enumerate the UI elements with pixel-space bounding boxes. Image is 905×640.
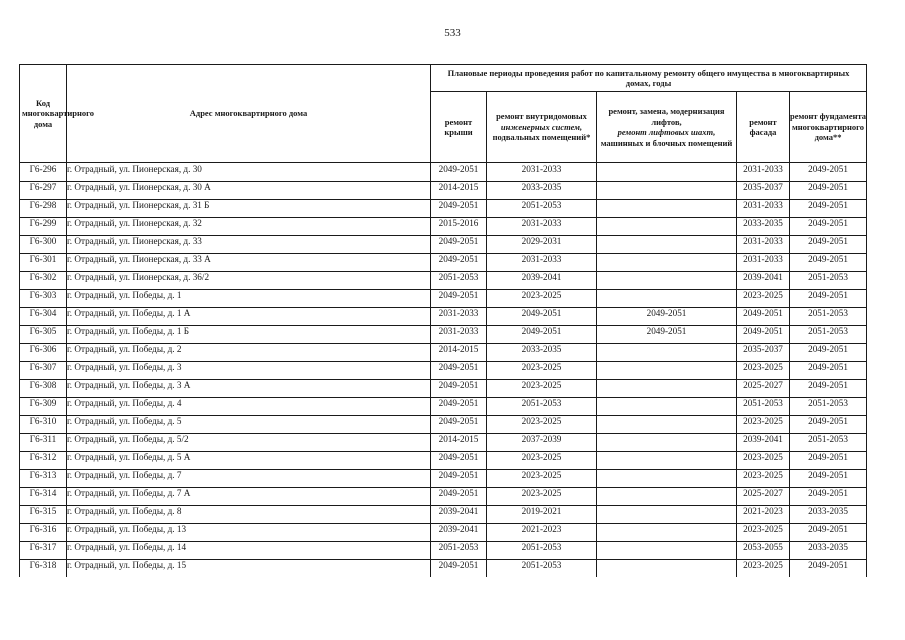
row-systems: 2023-2025 <box>487 488 597 506</box>
row-code: Г6-316 <box>20 524 67 542</box>
row-lifts <box>597 218 737 236</box>
row-foundation: 2049-2051 <box>790 488 867 506</box>
row-roof: 2049-2051 <box>431 362 487 380</box>
row-facade: 2051-2053 <box>737 398 790 416</box>
row-systems: 2031-2033 <box>487 218 597 236</box>
row-systems: 2051-2053 <box>487 542 597 560</box>
row-code: Г6-306 <box>20 344 67 362</box>
row-roof: 2049-2051 <box>431 416 487 434</box>
table-row <box>20 524 867 542</box>
row-code: Г6-301 <box>20 254 67 272</box>
table-row <box>20 308 867 326</box>
table-row <box>20 506 867 524</box>
header-lifts <box>597 92 737 163</box>
row-systems: 2023-2025 <box>487 290 597 308</box>
row-lifts <box>597 488 737 506</box>
header-facade: ремонт фасада <box>737 92 790 163</box>
table-row <box>20 398 867 416</box>
table-row <box>20 163 867 182</box>
header-systems-line1: ремонт внутридомовых <box>496 111 587 122</box>
row-facade: 2023-2025 <box>737 290 790 308</box>
header-code: Код многоквартирного дома <box>20 65 67 163</box>
row-systems: 2033-2035 <box>487 182 597 200</box>
row-address: г. Отрадный, ул. Пионерская, д. 32 <box>67 218 431 236</box>
row-systems: 2037-2039 <box>487 434 597 452</box>
row-roof: 2049-2051 <box>431 200 487 218</box>
row-foundation: 2051-2053 <box>790 398 867 416</box>
row-facade: 2025-2027 <box>737 380 790 398</box>
row-foundation: 2049-2051 <box>790 182 867 200</box>
page-number: 533 <box>444 27 461 39</box>
row-address: г. Отрадный, ул. Победы, д. 15 <box>67 560 431 578</box>
row-foundation: 2033-2035 <box>790 506 867 524</box>
table-row <box>20 560 867 578</box>
row-systems: 2039-2041 <box>487 272 597 290</box>
header-lifts-line3: машинных и блочных помещений <box>600 137 733 148</box>
row-address: г. Отрадный, ул. Победы, д. 7 А <box>67 488 431 506</box>
row-lifts <box>597 272 737 290</box>
row-foundation: 2049-2051 <box>790 254 867 272</box>
row-systems: 2049-2051 <box>487 308 597 326</box>
row-systems: 2023-2025 <box>487 416 597 434</box>
table-row <box>20 542 867 560</box>
table-row <box>20 380 867 398</box>
row-address: г. Отрадный, ул. Победы, д. 1 Б <box>67 326 431 344</box>
row-address: г. Отрадный, ул. Победы, д. 7 <box>67 470 431 488</box>
row-lifts <box>597 254 737 272</box>
row-address: г. Отрадный, ул. Победы, д. 1 <box>67 290 431 308</box>
row-facade: 2031-2033 <box>737 200 790 218</box>
row-lifts <box>597 434 737 452</box>
row-systems: 2051-2053 <box>487 560 597 578</box>
row-code: Г6-308 <box>20 380 67 398</box>
row-code: Г6-298 <box>20 200 67 218</box>
row-facade: 2023-2025 <box>737 524 790 542</box>
row-roof: 2049-2051 <box>431 398 487 416</box>
row-facade: 2039-2041 <box>737 434 790 452</box>
row-roof: 2049-2051 <box>431 290 487 308</box>
row-foundation: 2049-2051 <box>790 362 867 380</box>
row-roof: 2051-2053 <box>431 272 487 290</box>
row-foundation: 2049-2051 <box>790 344 867 362</box>
row-roof: 2049-2051 <box>431 452 487 470</box>
row-roof: 2049-2051 <box>431 470 487 488</box>
row-lifts <box>597 200 737 218</box>
row-systems: 2023-2025 <box>487 470 597 488</box>
table-row <box>20 362 867 380</box>
row-roof: 2049-2051 <box>431 560 487 578</box>
row-foundation: 2049-2051 <box>790 452 867 470</box>
table-row <box>20 344 867 362</box>
row-code: Г6-307 <box>20 362 67 380</box>
row-code: Г6-299 <box>20 218 67 236</box>
row-lifts <box>597 182 737 200</box>
row-lifts: 2049-2051 <box>597 308 737 326</box>
row-roof: 2031-2033 <box>431 326 487 344</box>
row-facade: 2035-2037 <box>737 182 790 200</box>
row-address: г. Отрадный, ул. Пионерская, д. 31 Б <box>67 200 431 218</box>
row-lifts <box>597 362 737 380</box>
row-foundation: 2049-2051 <box>790 163 867 182</box>
row-roof: 2049-2051 <box>431 380 487 398</box>
row-facade: 2053-2055 <box>737 542 790 560</box>
row-address: г. Отрадный, ул. Пионерская, д. 33 <box>67 236 431 254</box>
row-lifts: 2049-2051 <box>597 326 737 344</box>
row-address: г. Отрадный, ул. Пионерская, д. 30 <box>67 163 431 182</box>
row-lifts <box>597 344 737 362</box>
row-facade: 2021-2023 <box>737 506 790 524</box>
row-address: г. Отрадный, ул. Победы, д. 14 <box>67 542 431 560</box>
row-foundation: 2049-2051 <box>790 200 867 218</box>
row-address: г. Отрадный, ул. Победы, д. 5 <box>67 416 431 434</box>
table-row <box>20 272 867 290</box>
row-lifts <box>597 452 737 470</box>
row-facade: 2023-2025 <box>737 470 790 488</box>
row-systems: 2023-2025 <box>487 452 597 470</box>
row-lifts <box>597 506 737 524</box>
row-systems: 2023-2025 <box>487 380 597 398</box>
row-roof: 2014-2015 <box>431 344 487 362</box>
row-lifts <box>597 380 737 398</box>
row-code: Г6-303 <box>20 290 67 308</box>
row-roof: 2031-2033 <box>431 308 487 326</box>
capital-repair-table <box>19 64 867 577</box>
row-systems: 2049-2051 <box>487 326 597 344</box>
row-address: г. Отрадный, ул. Победы, д. 5 А <box>67 452 431 470</box>
row-lifts <box>597 416 737 434</box>
row-facade: 2023-2025 <box>737 416 790 434</box>
row-lifts <box>597 524 737 542</box>
row-address: г. Отрадный, ул. Пионерская, д. 33 А <box>67 254 431 272</box>
row-address: г. Отрадный, ул. Победы, д. 3 А <box>67 380 431 398</box>
header-lifts-line2: ремонт лифтовых шахт, <box>617 127 716 137</box>
table-row <box>20 200 867 218</box>
row-systems: 2029-2031 <box>487 236 597 254</box>
row-systems: 2031-2033 <box>487 254 597 272</box>
row-lifts <box>597 236 737 254</box>
row-systems: 2033-2035 <box>487 344 597 362</box>
row-code: Г6-317 <box>20 542 67 560</box>
table-row <box>20 488 867 506</box>
row-address: г. Отрадный, ул. Победы, д. 2 <box>67 344 431 362</box>
row-roof: 2039-2041 <box>431 506 487 524</box>
row-code: Г6-312 <box>20 452 67 470</box>
row-foundation: 2049-2051 <box>790 236 867 254</box>
table-row <box>20 182 867 200</box>
header-systems <box>487 92 597 163</box>
row-code: Г6-314 <box>20 488 67 506</box>
row-roof: 2051-2053 <box>431 542 487 560</box>
row-facade: 2031-2033 <box>737 163 790 182</box>
table-row <box>20 218 867 236</box>
row-roof: 2015-2016 <box>431 218 487 236</box>
row-lifts <box>597 560 737 578</box>
row-roof: 2049-2051 <box>431 488 487 506</box>
row-facade: 2031-2033 <box>737 236 790 254</box>
row-foundation: 2049-2051 <box>790 290 867 308</box>
row-facade: 2039-2041 <box>737 272 790 290</box>
header-roof: ремонт крыши <box>431 92 487 163</box>
row-foundation: 2051-2053 <box>790 434 867 452</box>
header-systems-line3: подвальных помещений* <box>492 132 591 143</box>
row-facade: 2023-2025 <box>737 362 790 380</box>
row-foundation: 2049-2051 <box>790 524 867 542</box>
row-facade: 2049-2051 <box>737 308 790 326</box>
row-systems: 2051-2053 <box>487 200 597 218</box>
header-group: Плановые периоды проведения работ по капитальному ремонту общего имущества в многоквартирных домах, годы <box>431 65 867 92</box>
table-row <box>20 452 867 470</box>
row-address: г. Отрадный, ул. Победы, д. 3 <box>67 362 431 380</box>
row-lifts <box>597 542 737 560</box>
row-facade: 2023-2025 <box>737 560 790 578</box>
row-systems: 2051-2053 <box>487 398 597 416</box>
row-lifts <box>597 163 737 182</box>
table-row <box>20 434 867 452</box>
header-lifts-line1: ремонт, замена, модернизация лифтов, <box>608 106 725 127</box>
row-code: Г6-297 <box>20 182 67 200</box>
row-roof: 2039-2041 <box>431 524 487 542</box>
row-facade: 2031-2033 <box>737 254 790 272</box>
row-roof: 2049-2051 <box>431 254 487 272</box>
row-roof: 2049-2051 <box>431 163 487 182</box>
row-roof: 2014-2015 <box>431 434 487 452</box>
row-foundation: 2049-2051 <box>790 380 867 398</box>
row-systems: 2019-2021 <box>487 506 597 524</box>
row-foundation: 2033-2035 <box>790 542 867 560</box>
row-foundation: 2049-2051 <box>790 470 867 488</box>
row-code: Г6-300 <box>20 236 67 254</box>
row-address: г. Отрадный, ул. Победы, д. 5/2 <box>67 434 431 452</box>
row-foundation: 2049-2051 <box>790 218 867 236</box>
table-row <box>20 236 867 254</box>
row-systems: 2021-2023 <box>487 524 597 542</box>
row-address: г. Отрадный, ул. Победы, д. 13 <box>67 524 431 542</box>
row-address: г. Отрадный, ул. Победы, д. 8 <box>67 506 431 524</box>
table-row <box>20 416 867 434</box>
row-systems: 2031-2033 <box>487 163 597 182</box>
table-body <box>20 163 867 578</box>
row-roof: 2049-2051 <box>431 236 487 254</box>
header-systems-line2: инженерных систем, <box>500 121 583 132</box>
row-facade: 2049-2051 <box>737 326 790 344</box>
row-code: Г6-296 <box>20 163 67 182</box>
row-facade: 2035-2037 <box>737 344 790 362</box>
row-foundation: 2051-2053 <box>790 272 867 290</box>
row-foundation: 2049-2051 <box>790 560 867 578</box>
row-code: Г6-305 <box>20 326 67 344</box>
header-address: Адрес многоквартирного дома <box>67 65 431 163</box>
table-row <box>20 290 867 308</box>
table-row <box>20 470 867 488</box>
row-address: г. Отрадный, ул. Пионерская, д. 30 А <box>67 182 431 200</box>
row-address: г. Отрадный, ул. Победы, д. 4 <box>67 398 431 416</box>
row-lifts <box>597 398 737 416</box>
row-facade: 2025-2027 <box>737 488 790 506</box>
row-code: Г6-310 <box>20 416 67 434</box>
row-code: Г6-302 <box>20 272 67 290</box>
row-code: Г6-304 <box>20 308 67 326</box>
row-code: Г6-309 <box>20 398 67 416</box>
row-code: Г6-318 <box>20 560 67 578</box>
row-foundation: 2051-2053 <box>790 326 867 344</box>
table-row <box>20 254 867 272</box>
row-roof: 2014-2015 <box>431 182 487 200</box>
row-lifts <box>597 470 737 488</box>
row-address: г. Отрадный, ул. Победы, д. 1 А <box>67 308 431 326</box>
row-code: Г6-315 <box>20 506 67 524</box>
row-foundation: 2051-2053 <box>790 308 867 326</box>
row-foundation: 2049-2051 <box>790 416 867 434</box>
row-code: Г6-313 <box>20 470 67 488</box>
row-address: г. Отрадный, ул. Пионерская, д. 36/2 <box>67 272 431 290</box>
header-foundation: ремонт фундамента многоквартирного дома** <box>790 92 867 163</box>
row-systems: 2023-2025 <box>487 362 597 380</box>
row-facade: 2023-2025 <box>737 452 790 470</box>
row-facade: 2033-2035 <box>737 218 790 236</box>
table-row <box>20 326 867 344</box>
row-lifts <box>597 290 737 308</box>
row-code: Г6-311 <box>20 434 67 452</box>
